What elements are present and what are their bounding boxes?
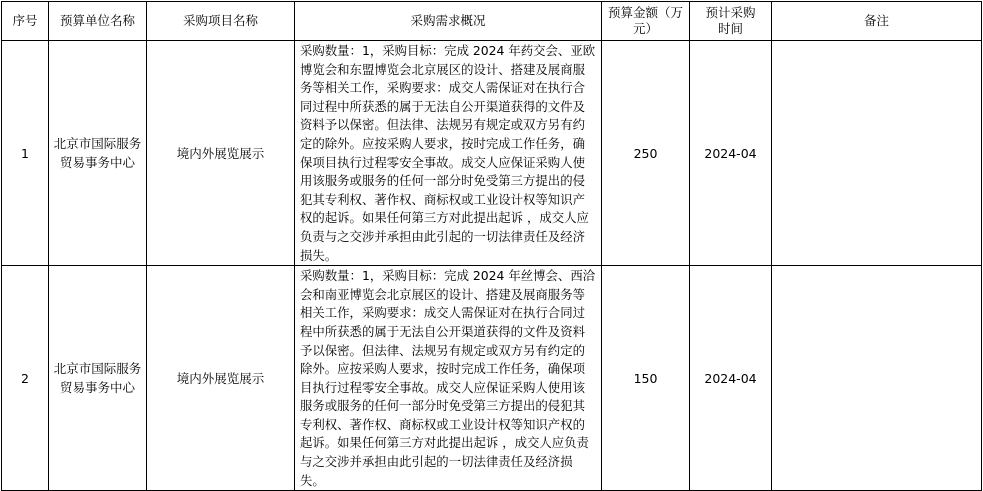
header-project: 采购项目名称 [147, 2, 295, 41]
table-row [2, 41, 982, 266]
cell-project: 境内外展览展示 [147, 41, 295, 266]
cell-unit: 北京市国际服务贸易事务中心 [49, 266, 147, 491]
cell-summary: 采购数量：1，采购目标：完成 2024 年药交会、亚欧博览会和东盟博览会北京展区的设计、搭建及展商服务等相关工作，采购要求：成交人需保证对在执行合同过程中所获悉的属于无法自公开渠道获得的文件及资料予以保密。但法律、法规另有规定或双方另有约定的除外。应按采购人要求，按时完成工作任务，确保项目执行过程零安全事故。成交人应保证采购人使用该服务或服务的任何一部分时免受第三方提出的侵犯其专利权、著作权、商标权或工业设计权等知识产权的起诉。如果任何第三方对此提出起诉 ，成交人应负责与之交涉并承担由此引起的一切法律责任及经济损失。 [295, 41, 602, 266]
header-summary: 采购需求概况 [295, 2, 602, 41]
table-row [2, 266, 982, 491]
header-index: 序号 [2, 2, 49, 41]
cell-unit: 北京市国际服务贸易事务中心 [49, 41, 147, 266]
header-budget: 预算金额（万元） [602, 2, 690, 41]
cell-budget: 250 [602, 41, 690, 266]
cell-time: 2024-04 [690, 41, 772, 266]
cell-remark [772, 266, 982, 491]
header-unit: 预算单位名称 [49, 2, 147, 41]
cell-time: 2024-04 [690, 266, 772, 491]
header-remark: 备注 [772, 2, 982, 41]
header-row [2, 2, 982, 41]
cell-index: 1 [2, 41, 49, 266]
cell-project: 境内外展览展示 [147, 266, 295, 491]
cell-summary: 采购数量：1，采购目标：完成 2024 年丝博会、西洽会和南亚博览会北京展区的设计、搭建及展商服务等相关工作，采购要求：成交人需保证对在执行合同过程中所获悉的属于无法自公开渠道获得的文件及资料予以保密。但法律、法规另有规定或双方另有约定的除外。应按采购人要求，按时完成工作任务，确保项目执行过程零安全事故。成交人应保证采购人使用该服务或服务的任何一部分时免受第三方提出的侵犯其专利权、著作权、商标权或工业设计权等知识产权的起诉。如果任何第三方对此提出起诉 ，成交人应负责与之交涉并承担由此引起的一切法律责任及经济损失。 [295, 266, 602, 491]
header-time: 预计采购时间 [690, 2, 772, 41]
procurement-table [1, 1, 982, 491]
cell-remark [772, 41, 982, 266]
cell-index: 2 [2, 266, 49, 491]
cell-budget: 150 [602, 266, 690, 491]
